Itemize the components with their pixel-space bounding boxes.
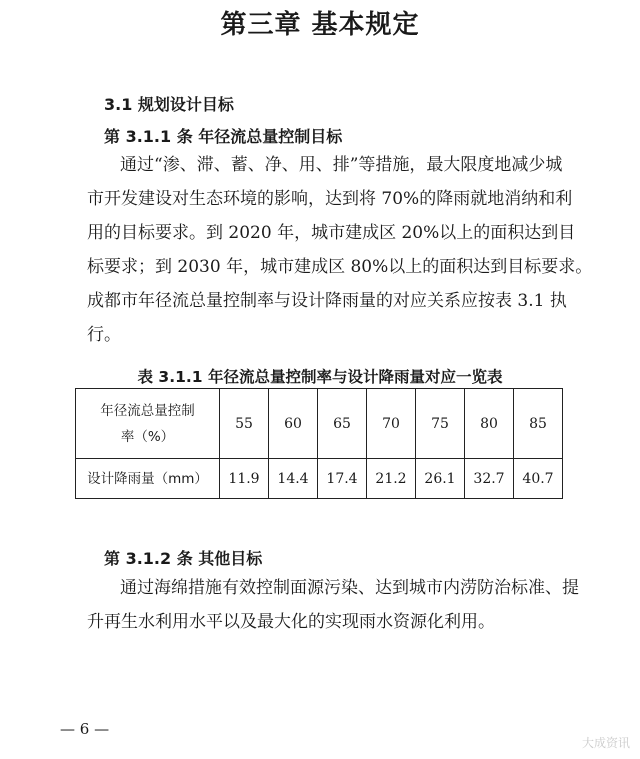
article-3-1-2-line-1: 通过海绵措施有效控制面源污染、达到城市内涝防治标准、提 [120,578,579,598]
page-number: — 6 — [60,720,110,738]
table-cell: 55 [220,389,269,459]
article-3-1-1-line-5: 成都市年径流总量控制率与设计降雨量的对应关系应按表 3.1 执 [87,291,567,311]
table-cell: 40.7 [514,459,563,499]
table-cell: 80 [465,389,514,459]
control-rate-header-line-2: 率（%） [120,428,175,445]
article-3-1-2-line-2: 升再生水利用水平以及最大化的实现雨水资源化利用。 [87,612,495,632]
article-3-1-1-line-2: 市开发建设对生态环境的影响，达到将 70%的降雨就地消纳和利 [87,189,573,209]
table-caption: 表 3.1.1 年径流总量控制率与设计降雨量对应一览表 [137,368,503,386]
watermark: 大成资讯 [581,736,630,750]
article-3-1-1-line-1: 通过“渗、滞、蓄、净、用、排”等措施，最大限度地减少城 [120,155,563,175]
table-cell: 85 [514,389,563,459]
article-3-1-2-heading: 第 3.1.2 条 其他目标 [104,549,263,568]
table-cell: 14.4 [269,459,318,499]
control-rate-header [76,389,220,459]
table-cell: 11.9 [220,459,269,499]
control-rate-header-line-1: 年径流总量控制 [100,402,195,419]
table-cell: 17.4 [318,459,367,499]
table-cell: 65 [318,389,367,459]
runoff-control-table [75,388,563,499]
table-cell: 26.1 [416,459,465,499]
design-rainfall-header: 设计降雨量（mm） [76,459,220,499]
chapter-title: 第三章 基本规定 [220,10,420,40]
table-cell: 21.2 [367,459,416,499]
table-row-design-rainfall [76,459,563,499]
table-cell: 75 [416,389,465,459]
table-row-control-rate [76,389,563,459]
article-3-1-1-line-3: 用的目标要求。到 2020 年，城市建成区 20%以上的面积达到目 [87,223,576,243]
article-3-1-1-line-6: 行。 [87,325,121,345]
table-cell: 32.7 [465,459,514,499]
table-cell: 70 [367,389,416,459]
table-cell: 60 [269,389,318,459]
article-3-1-1-heading: 第 3.1.1 条 年径流总量控制目标 [104,127,343,146]
article-3-1-1-line-4: 标要求；到 2030 年，城市建成区 80%以上的面积达到目标要求。 [87,257,593,277]
section-heading: 3.1 规划设计目标 [104,95,234,114]
